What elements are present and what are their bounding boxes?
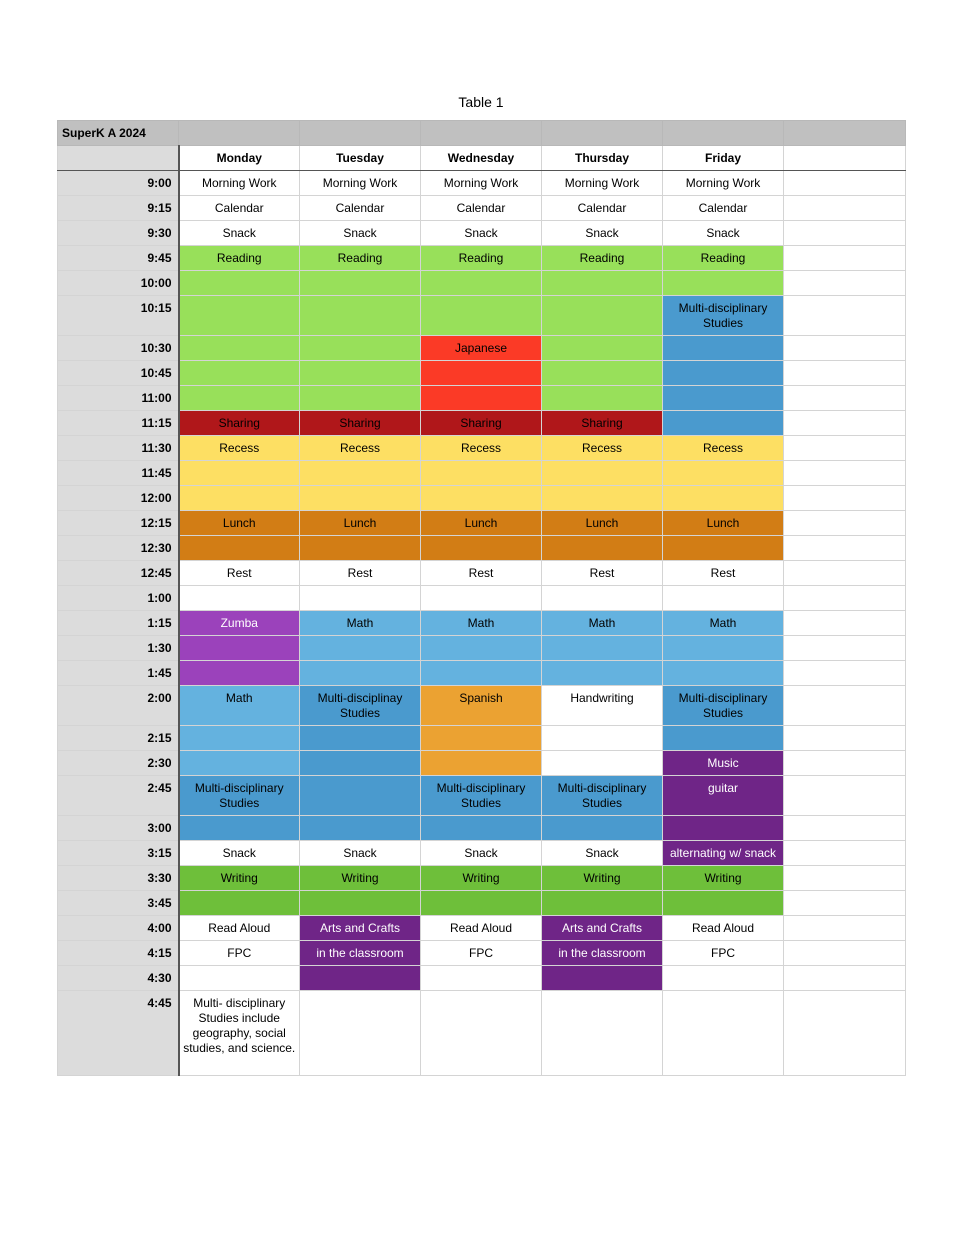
- schedule-cell: [663, 271, 784, 296]
- schedule-cell: [784, 686, 906, 726]
- header-cell: [542, 121, 663, 146]
- schedule-cell: [300, 296, 421, 336]
- schedule-cell: [300, 776, 421, 816]
- corner-cell: [58, 146, 179, 171]
- schedule-cell: [300, 726, 421, 751]
- schedule-cell: [542, 461, 663, 486]
- schedule-cell: [300, 966, 421, 991]
- schedule-cell: [784, 991, 906, 1076]
- schedule-cell: [784, 386, 906, 411]
- table-row: [58, 536, 906, 561]
- schedule-cell: Sharing: [542, 411, 663, 436]
- table-row: [58, 586, 906, 611]
- time-cell: 10:00: [58, 271, 179, 296]
- schedule-cell: [179, 386, 300, 411]
- schedule-cell: [663, 586, 784, 611]
- schedule-cell: [300, 336, 421, 361]
- schedule-cell: Read Aloud: [663, 916, 784, 941]
- schedule-cell: [300, 461, 421, 486]
- schedule-cell: [542, 296, 663, 336]
- schedule-cell: [663, 486, 784, 511]
- day-header-tuesday: Tuesday: [300, 146, 421, 171]
- schedule-cell: Multi-disciplinary Studies: [421, 776, 542, 816]
- schedule-cell: Rest: [179, 561, 300, 586]
- schedule-cell: [784, 511, 906, 536]
- schedule-cell: [784, 916, 906, 941]
- schedule-cell: Multi- disciplinary Studies include geography, social studies, and science.: [179, 991, 300, 1076]
- table-row: [58, 661, 906, 686]
- document-title: Table 1: [458, 94, 504, 110]
- header-cell: [179, 121, 300, 146]
- schedule-cell: Sharing: [179, 411, 300, 436]
- schedule-cell: Recess: [300, 436, 421, 461]
- schedule-cell: Multi-disciplinary Studies: [663, 686, 784, 726]
- schedule-cell: in the classroom: [542, 941, 663, 966]
- schedule-cell: [784, 246, 906, 271]
- schedule-cell: [784, 486, 906, 511]
- schedule-cell: Arts and Crafts: [300, 916, 421, 941]
- time-cell: 1:15: [58, 611, 179, 636]
- schedule-cell: [784, 586, 906, 611]
- schedule-cell: FPC: [663, 941, 784, 966]
- time-cell: 4:00: [58, 916, 179, 941]
- schedule-cell: Snack: [300, 841, 421, 866]
- schedule-cell: in the classroom: [300, 941, 421, 966]
- schedule-cell: Snack: [421, 841, 542, 866]
- schedule-cell: Morning Work: [663, 171, 784, 196]
- schedule-cell: [663, 536, 784, 561]
- schedule-cell: Spanish: [421, 686, 542, 726]
- schedule-cell: Rest: [421, 561, 542, 586]
- schedule-body: [58, 171, 906, 1076]
- schedule-cell: [179, 586, 300, 611]
- schedule-cell: [663, 411, 784, 436]
- table-row: [58, 941, 906, 966]
- schedule-cell: [421, 536, 542, 561]
- table-row: [58, 561, 906, 586]
- table-row: [58, 511, 906, 536]
- schedule-cell: [421, 386, 542, 411]
- schedule-cell: [784, 941, 906, 966]
- schedule-cell: Morning Work: [300, 171, 421, 196]
- schedule-cell: Lunch: [663, 511, 784, 536]
- schedule-cell: Recess: [663, 436, 784, 461]
- table-row: [58, 891, 906, 916]
- schedule-cell: [421, 751, 542, 776]
- schedule-cell: [663, 991, 784, 1076]
- time-cell: 1:30: [58, 636, 179, 661]
- schedule-cell: [421, 661, 542, 686]
- schedule-cell: [542, 751, 663, 776]
- time-cell: 10:30: [58, 336, 179, 361]
- schedule-cell: [542, 586, 663, 611]
- schedule-cell: Calendar: [542, 196, 663, 221]
- schedule-cell: guitar: [663, 776, 784, 816]
- schedule-cell: Reading: [542, 246, 663, 271]
- schedule-cell: Morning Work: [179, 171, 300, 196]
- schedule-cell: Music: [663, 751, 784, 776]
- schedule-cell: Rest: [542, 561, 663, 586]
- schedule-cell: [179, 361, 300, 386]
- schedule-cell: [542, 966, 663, 991]
- table-row: [58, 776, 906, 816]
- header-cell: [300, 121, 421, 146]
- day-header-friday: Friday: [663, 146, 784, 171]
- schedule-cell: Snack: [179, 221, 300, 246]
- schedule-cell: [542, 726, 663, 751]
- schedule-cell: [784, 611, 906, 636]
- schedule-cell: [784, 751, 906, 776]
- day-header-row: [58, 146, 906, 171]
- schedule-cell: Morning Work: [542, 171, 663, 196]
- table-row: [58, 221, 906, 246]
- schedule-cell: [784, 461, 906, 486]
- table-row: [58, 991, 906, 1076]
- table-row: [58, 486, 906, 511]
- schedule-cell: [421, 816, 542, 841]
- schedule-cell: Math: [542, 611, 663, 636]
- schedule-cell: [300, 661, 421, 686]
- schedule-cell: Lunch: [179, 511, 300, 536]
- time-cell: 11:45: [58, 461, 179, 486]
- time-cell: 1:00: [58, 586, 179, 611]
- schedule-cell: Morning Work: [421, 171, 542, 196]
- schedule-cell: [784, 271, 906, 296]
- schedule-cell: Reading: [663, 246, 784, 271]
- schedule-cell: Math: [421, 611, 542, 636]
- table-row: [58, 271, 906, 296]
- table-row: [58, 246, 906, 271]
- schedule-cell: alternating w/ snack: [663, 841, 784, 866]
- table-row: [58, 411, 906, 436]
- time-cell: 3:45: [58, 891, 179, 916]
- table-row: [58, 916, 906, 941]
- schedule-cell: [179, 536, 300, 561]
- day-header-monday: Monday: [179, 146, 300, 171]
- schedule-cell: Snack: [421, 221, 542, 246]
- time-cell: 2:00: [58, 686, 179, 726]
- schedule-cell: Sharing: [421, 411, 542, 436]
- time-cell: 9:15: [58, 196, 179, 221]
- table-row: [58, 636, 906, 661]
- schedule-cell: Writing: [663, 866, 784, 891]
- header-cell: [784, 121, 906, 146]
- time-cell: 3:15: [58, 841, 179, 866]
- schedule-cell: Writing: [421, 866, 542, 891]
- schedule-cell: Math: [179, 686, 300, 726]
- schedule-cell: Multi-disciplinary Studies: [179, 776, 300, 816]
- schedule-cell: Lunch: [421, 511, 542, 536]
- schedule-cell: [179, 816, 300, 841]
- schedule-cell: Lunch: [542, 511, 663, 536]
- schedule-cell: Reading: [179, 246, 300, 271]
- table-row: [58, 461, 906, 486]
- schedule-cell: [784, 411, 906, 436]
- schedule-cell: FPC: [421, 941, 542, 966]
- schedule-cell: [663, 461, 784, 486]
- schedule-cell: [179, 636, 300, 661]
- schedule-cell: [542, 891, 663, 916]
- table-row: [58, 361, 906, 386]
- table-row: [58, 386, 906, 411]
- schedule-cell: [542, 361, 663, 386]
- schedule-cell: [784, 561, 906, 586]
- schedule-cell: [784, 866, 906, 891]
- schedule-cell: [542, 386, 663, 411]
- schedule-cell: [784, 361, 906, 386]
- schedule-cell: [421, 461, 542, 486]
- time-cell: 4:15: [58, 941, 179, 966]
- schedule-cell: [663, 336, 784, 361]
- schedule-cell: [784, 966, 906, 991]
- schedule-cell: [421, 636, 542, 661]
- time-cell: 12:30: [58, 536, 179, 561]
- schedule-cell: Calendar: [179, 196, 300, 221]
- table-row: [58, 726, 906, 751]
- schedule-cell: Recess: [542, 436, 663, 461]
- schedule-cell: [542, 271, 663, 296]
- table-name: SuperK A 2024: [58, 121, 179, 146]
- schedule-cell: [663, 726, 784, 751]
- schedule-cell: [784, 661, 906, 686]
- schedule-cell: [784, 726, 906, 751]
- schedule-cell: [179, 661, 300, 686]
- table-row: [58, 196, 906, 221]
- schedule-cell: Writing: [542, 866, 663, 891]
- schedule-cell: [784, 196, 906, 221]
- schedule-cell: [421, 361, 542, 386]
- schedule-cell: [179, 751, 300, 776]
- day-header-wednesday: Wednesday: [421, 146, 542, 171]
- schedule-cell: [300, 361, 421, 386]
- schedule-cell: Writing: [300, 866, 421, 891]
- schedule-cell: FPC: [179, 941, 300, 966]
- schedule-cell: [179, 296, 300, 336]
- schedule-cell: [784, 536, 906, 561]
- schedule-cell: [784, 171, 906, 196]
- schedule-cell: Snack: [663, 221, 784, 246]
- schedule-cell: Calendar: [663, 196, 784, 221]
- schedule-cell: Writing: [179, 866, 300, 891]
- schedule-cell: Reading: [300, 246, 421, 271]
- schedule-cell: [421, 271, 542, 296]
- schedule-cell: Calendar: [421, 196, 542, 221]
- schedule-cell: Read Aloud: [179, 916, 300, 941]
- schedule-cell: [542, 336, 663, 361]
- schedule-cell: [663, 816, 784, 841]
- schedule-cell: [300, 536, 421, 561]
- table-row: [58, 436, 906, 461]
- schedule-cell: Reading: [421, 246, 542, 271]
- time-cell: 4:30: [58, 966, 179, 991]
- schedule-cell: [663, 966, 784, 991]
- table-row: [58, 751, 906, 776]
- header-cell: [421, 121, 542, 146]
- schedule-cell: [300, 386, 421, 411]
- schedule-cell: [784, 636, 906, 661]
- schedule-cell: [421, 486, 542, 511]
- time-cell: 10:45: [58, 361, 179, 386]
- time-cell: 3:30: [58, 866, 179, 891]
- table-row: [58, 611, 906, 636]
- schedule-cell: Lunch: [300, 511, 421, 536]
- schedule-cell: [179, 486, 300, 511]
- schedule-cell: [663, 361, 784, 386]
- schedule-cell: [784, 891, 906, 916]
- schedule-cell: [179, 271, 300, 296]
- schedule-cell: [300, 991, 421, 1076]
- table-row: [58, 686, 906, 726]
- schedule-cell: Recess: [421, 436, 542, 461]
- time-cell: 4:45: [58, 991, 179, 1076]
- time-cell: 11:15: [58, 411, 179, 436]
- schedule-cell: [784, 336, 906, 361]
- time-cell: 11:30: [58, 436, 179, 461]
- time-cell: 3:00: [58, 816, 179, 841]
- schedule-cell: Snack: [179, 841, 300, 866]
- schedule-cell: [300, 486, 421, 511]
- schedule-cell: [663, 386, 784, 411]
- schedule-cell: Japanese: [421, 336, 542, 361]
- day-header-empty: [784, 146, 906, 171]
- schedule-cell: Multi-disciplinary Studies: [663, 296, 784, 336]
- schedule-cell: Math: [300, 611, 421, 636]
- table-row: [58, 296, 906, 336]
- time-cell: 9:30: [58, 221, 179, 246]
- schedule-cell: [421, 586, 542, 611]
- schedule-cell: [179, 461, 300, 486]
- schedule-cell: [179, 726, 300, 751]
- schedule-cell: Zumba: [179, 611, 300, 636]
- schedule-cell: Handwriting: [542, 686, 663, 726]
- table-row: [58, 171, 906, 196]
- schedule-cell: Rest: [663, 561, 784, 586]
- schedule-cell: [300, 816, 421, 841]
- schedule-cell: [663, 636, 784, 661]
- schedule-cell: [179, 336, 300, 361]
- time-cell: 12:45: [58, 561, 179, 586]
- table-title-row: [58, 121, 906, 146]
- table-row: [58, 866, 906, 891]
- schedule-cell: [784, 436, 906, 461]
- schedule-cell: [542, 636, 663, 661]
- schedule-cell: Snack: [300, 221, 421, 246]
- schedule-cell: Snack: [542, 221, 663, 246]
- schedule-cell: Arts and Crafts: [542, 916, 663, 941]
- schedule-cell: [663, 891, 784, 916]
- time-cell: 12:15: [58, 511, 179, 536]
- schedule-cell: Snack: [542, 841, 663, 866]
- schedule-cell: Calendar: [300, 196, 421, 221]
- time-cell: 9:00: [58, 171, 179, 196]
- time-cell: 9:45: [58, 246, 179, 271]
- schedule-cell: [784, 221, 906, 246]
- schedule-cell: [421, 296, 542, 336]
- table-row: [58, 966, 906, 991]
- schedule-cell: [300, 271, 421, 296]
- schedule-cell: [300, 636, 421, 661]
- schedule-cell: [784, 841, 906, 866]
- schedule-cell: Multi-disciplinay Studies: [300, 686, 421, 726]
- schedule-cell: Rest: [300, 561, 421, 586]
- schedule-cell: [784, 296, 906, 336]
- schedule-cell: [542, 536, 663, 561]
- time-cell: 2:15: [58, 726, 179, 751]
- time-cell: 2:30: [58, 751, 179, 776]
- schedule-cell: [421, 991, 542, 1076]
- schedule-cell: [421, 966, 542, 991]
- schedule-cell: [179, 966, 300, 991]
- schedule-table: [57, 120, 906, 1076]
- schedule-cell: Multi-disciplinary Studies: [542, 776, 663, 816]
- schedule-cell: Read Aloud: [421, 916, 542, 941]
- day-header-thursday: Thursday: [542, 146, 663, 171]
- schedule-cell: [542, 486, 663, 511]
- header-cell: [663, 121, 784, 146]
- schedule-cell: [421, 726, 542, 751]
- schedule-cell: Recess: [179, 436, 300, 461]
- time-cell: 1:45: [58, 661, 179, 686]
- time-cell: 11:00: [58, 386, 179, 411]
- table-row: [58, 841, 906, 866]
- schedule-cell: [300, 891, 421, 916]
- schedule-cell: [421, 891, 542, 916]
- time-cell: 2:45: [58, 776, 179, 816]
- table-row: [58, 816, 906, 841]
- schedule-cell: [784, 776, 906, 816]
- schedule-cell: [542, 661, 663, 686]
- time-cell: 12:00: [58, 486, 179, 511]
- schedule-cell: [300, 751, 421, 776]
- table-row: [58, 336, 906, 361]
- schedule-cell: [784, 816, 906, 841]
- schedule-cell: Sharing: [300, 411, 421, 436]
- schedule-cell: Math: [663, 611, 784, 636]
- schedule-cell: [542, 816, 663, 841]
- schedule-cell: [663, 661, 784, 686]
- schedule-cell: [179, 891, 300, 916]
- schedule-cell: [300, 586, 421, 611]
- schedule-cell: [542, 991, 663, 1076]
- time-cell: 10:15: [58, 296, 179, 336]
